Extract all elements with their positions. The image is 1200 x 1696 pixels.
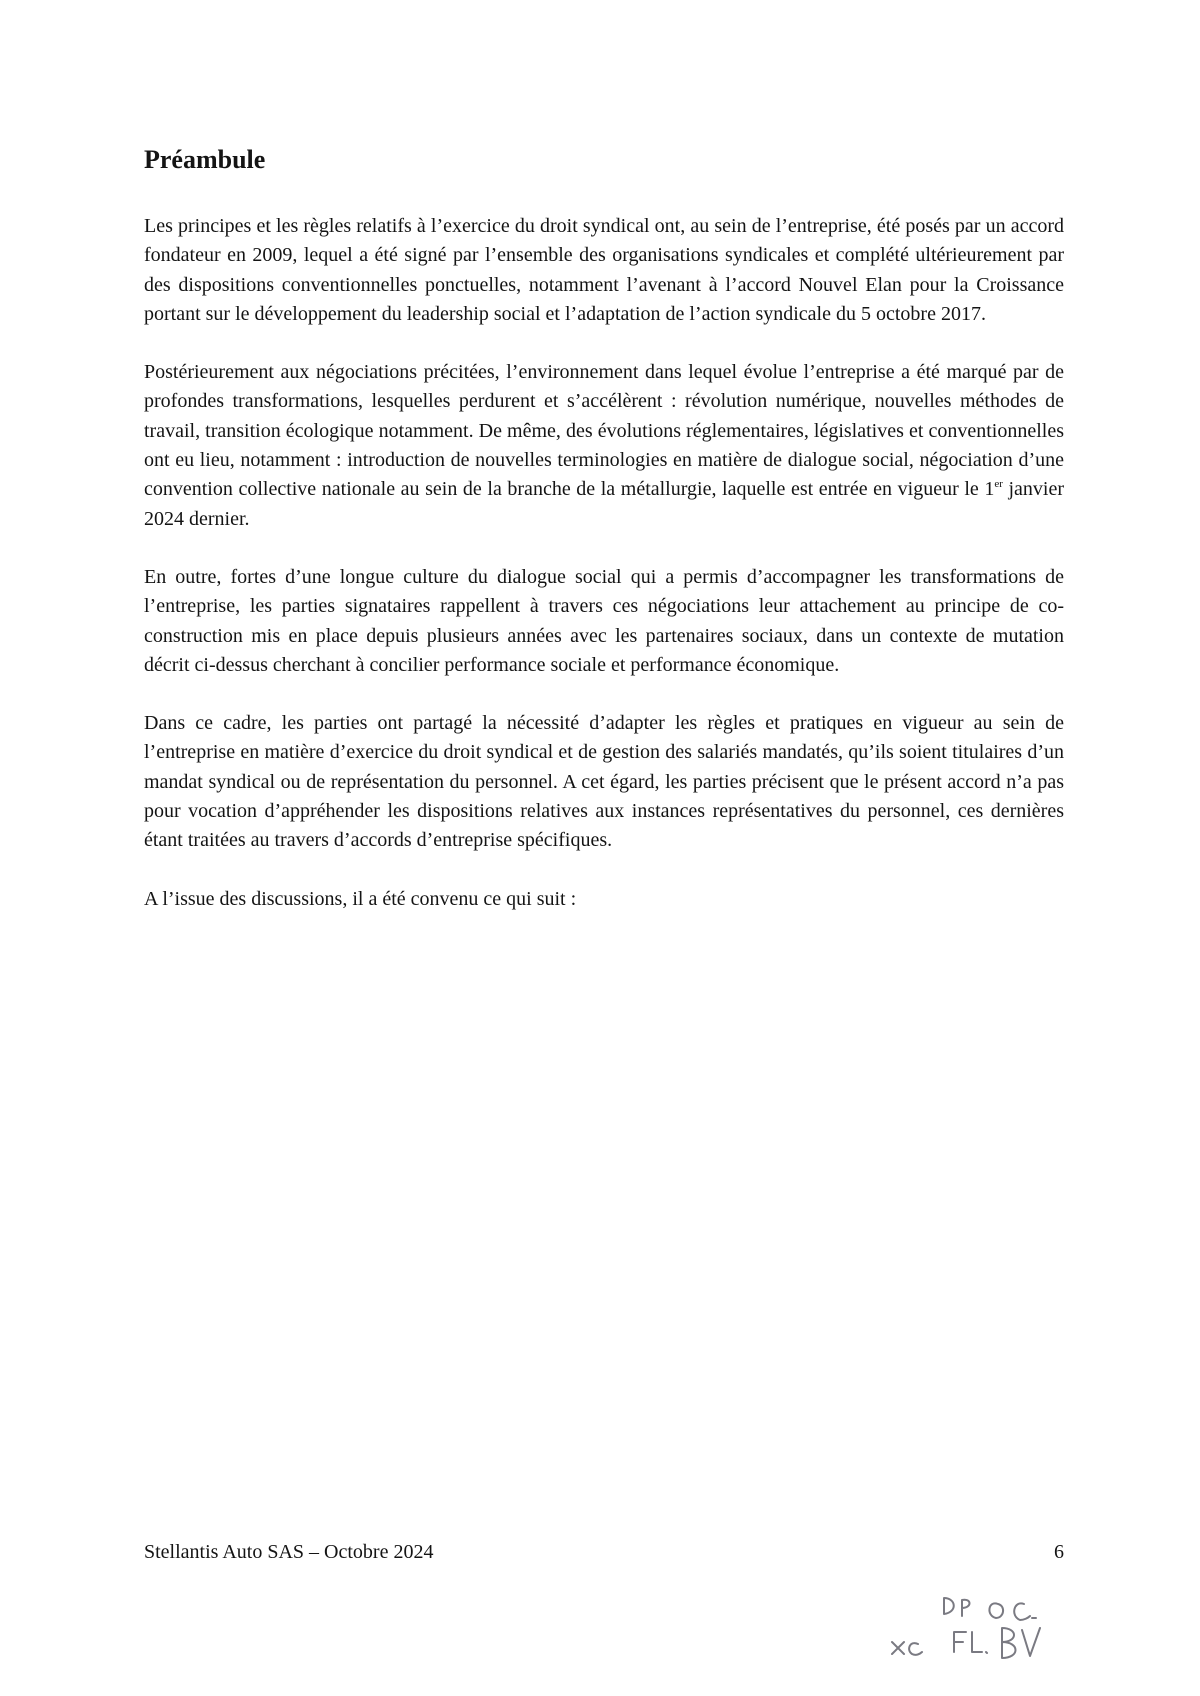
footer-company-date: Stellantis Auto SAS – Octobre 2024 (144, 1541, 434, 1563)
paragraph-2 (144, 358, 1064, 534)
initials-oc (989, 1603, 1036, 1620)
superscript-er: er (994, 478, 1003, 491)
footer-page-number: 6 (1054, 1541, 1064, 1563)
paragraph-2-end: janvier 2024 dernier. (144, 478, 1065, 530)
paragraph-1: Les principes et les règles relatifs à l’exercice du droit syndical ont, au sein de l’entreprise, été posés par un accord fondateur en 2009, lequel a été signé par l’ensemble des organisations syndicales et complété ultérieurement par des dispositions conventionnelles ponctuelles, notamment l’avenant à l’accord Nouvel Elan pour la Croissance portant sur le développement du leadership social et l’adaptation de l’action syndicale du 5 octobre 2017. (144, 215, 1064, 325)
initials-xc (892, 1642, 922, 1655)
paragraph-3: En outre, fortes d’une longue culture du dialogue social qui a permis d’accompagner les transformations de l’entreprise, les parties signataires rappellent à travers ces négociations leur attachement au principe de co-construction mis en place depuis plusieurs années avec les partenaires sociaux, dans un contexte de mutation décrit ci-dessus cherchant à concilier performance sociale et performance économique. (144, 565, 1064, 676)
paragraph-4: Dans ce cadre, les parties ont partagé la nécessité d’adapter les règles et pratiques en vigueur au sein de l’entreprise en matière d’exercice du droit syndical et de gestion des salariés mandatés, qu’ils soient titulaires d’un mandat syndical ou de représentation du personnel. A cet égard, les parties précisent que le présent accord n’a pas pour vocation d’appréhender les dispositions relatives aux instances représentatives du personnel, ces dernières étant traitées au travers d’accords d’entreprise spécifiques. (144, 712, 1064, 852)
paragraph-5: A l’issue des discussions, il a été convenu ce qui suit : (144, 887, 577, 910)
initials-bv (1002, 1628, 1040, 1658)
page-heading: Préambule (144, 145, 266, 174)
initials-fl (954, 1632, 987, 1653)
paragraph-2-text: Postérieurement aux négociations précitées, l’environnement dans lequel évolue l’entreprise a été marqué par de profondes transformations, lesquelles perdurent et s’accélèrent : révolution numérique, nouvelles méthodes de travail, transition écologique notamment. De même, des évolutions réglementaires, législatives et conventionnelles ont eu lieu, notamment : introduction de nouvelles terminologies en matière de dialogue social, négociation d’une convention collective nationale au sein de la branche de la métallurgie, laquelle est entrée en vigueur le 1 (144, 361, 1064, 501)
handwritten-initials (870, 1578, 1070, 1668)
initials-dp (944, 1598, 970, 1616)
preamble-body (144, 212, 1064, 943)
